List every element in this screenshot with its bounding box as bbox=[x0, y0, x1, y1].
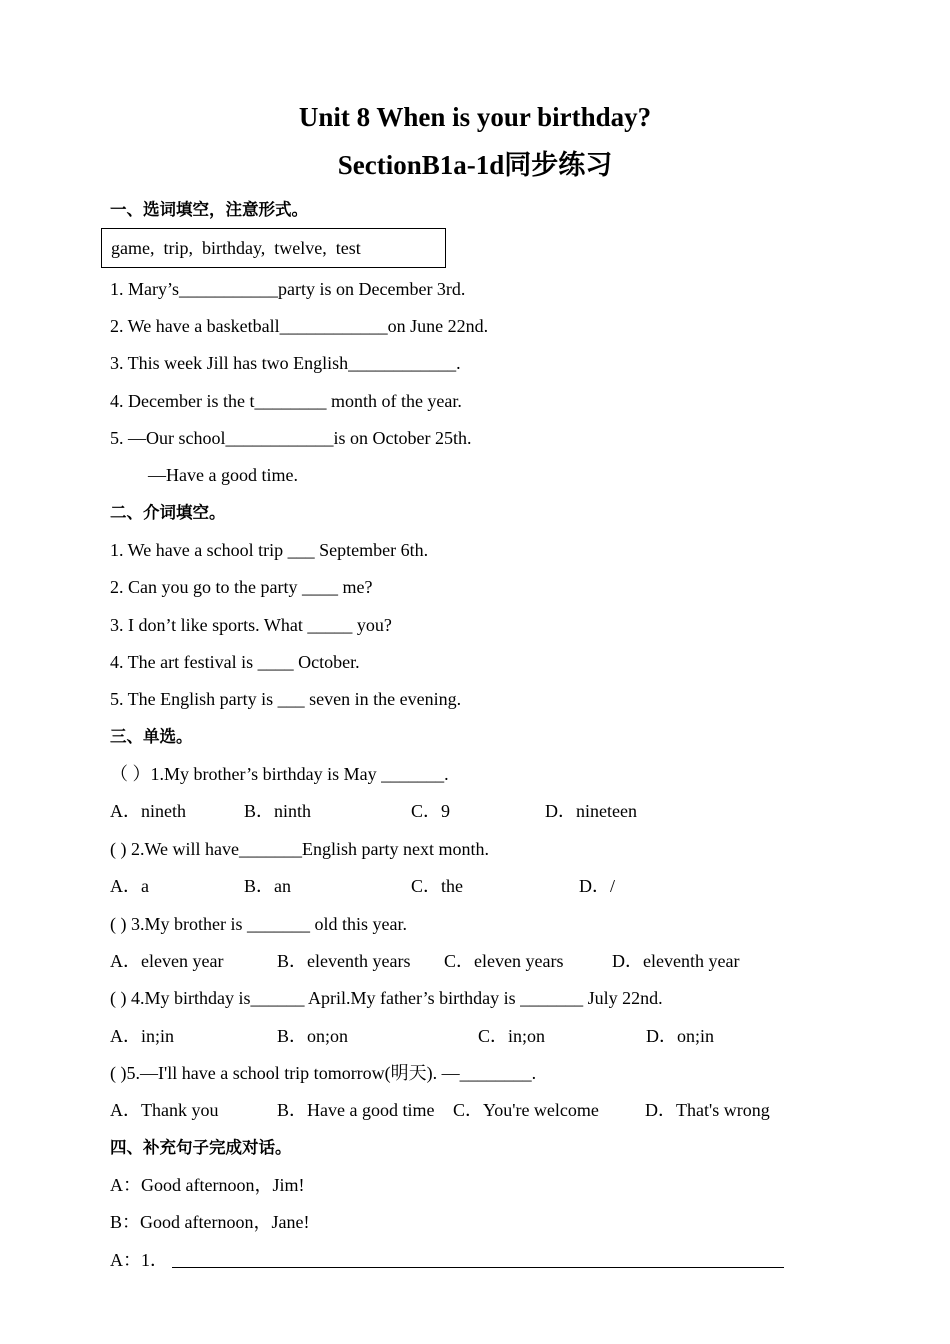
s1-item-2: 2. We have a basketball____________on June 22nd. bbox=[110, 316, 489, 336]
dialogue-line-1: A：Good afternoon，Jim! bbox=[110, 1175, 305, 1195]
q2-option-b: B．an bbox=[244, 876, 291, 896]
q2-option-d: D．/ bbox=[579, 876, 615, 896]
q5-option-d: D．That's wrong bbox=[645, 1100, 770, 1120]
s2-item-5: 5. The English party is ___ seven in the evening. bbox=[110, 689, 462, 709]
s1-item-3: 3. This week Jill has two English____________. bbox=[110, 353, 461, 373]
q1-option-a: A．nineth bbox=[110, 801, 186, 821]
q4-option-a: A．in;in bbox=[110, 1026, 175, 1046]
q1-option-c: C．9 bbox=[411, 801, 451, 821]
q4-option-c: C．in;on bbox=[478, 1026, 546, 1046]
page-title: Unit 8 When is your birthday? bbox=[298, 102, 652, 132]
s2-item-2: 2. Can you go to the party ____ me? bbox=[110, 577, 373, 597]
word-box bbox=[101, 228, 446, 268]
s2-item-3: 3. I don’t like sports. What _____ you? bbox=[110, 615, 392, 635]
q4-option-d: D．on;in bbox=[646, 1026, 715, 1046]
q5-stem: ( )5.—I'll have a school trip tomorrow(明天). —________. bbox=[110, 1063, 537, 1083]
q5-option-c: C．You're welcome bbox=[453, 1100, 599, 1120]
word-box-text: game, trip, birthday, twelve, test bbox=[111, 238, 361, 258]
page-subtitle: SectionB1a-1d同步练习 bbox=[337, 150, 613, 180]
q3-stem: ( ) 3.My brother is _______ old this year. bbox=[110, 914, 407, 934]
q2-option-c: C．the bbox=[411, 876, 463, 896]
q1-option-d: D．nineteen bbox=[545, 801, 637, 821]
section2-heading: 二、介词填空。 bbox=[110, 503, 226, 522]
q3-option-b: B．eleventh years bbox=[277, 951, 411, 971]
answer-blank-line[interactable] bbox=[172, 1267, 784, 1268]
s1-item-5-reply: —Have a good time. bbox=[148, 465, 298, 485]
s2-item-4: 4. The art festival is ____ October. bbox=[110, 652, 360, 672]
q4-option-b: B．on;on bbox=[277, 1026, 349, 1046]
s1-item-1: 1. Mary’s___________party is on December 3rd. bbox=[110, 279, 466, 299]
q1-option-b: B．ninth bbox=[244, 801, 312, 821]
q5-option-a: A．Thank you bbox=[110, 1100, 219, 1120]
q2-option-a: A．a bbox=[110, 876, 149, 896]
q4-stem: ( ) 4.My birthday is______ April.My father’s birthday is _______ July 22nd. bbox=[110, 988, 663, 1008]
q3-option-d: D．eleventh year bbox=[612, 951, 740, 971]
dialogue-line-2: B：Good afternoon，Jane! bbox=[110, 1212, 310, 1232]
dialogue-line-3: A：1． bbox=[110, 1250, 168, 1270]
q3-option-a: A．eleven year bbox=[110, 951, 224, 971]
section4-heading: 四、补充句子完成对话。 bbox=[110, 1138, 292, 1157]
q3-option-c: C．eleven years bbox=[444, 951, 564, 971]
q2-stem: ( ) 2.We will have_______English party next month. bbox=[110, 839, 489, 859]
s1-item-5: 5. —Our school____________is on October 25th. bbox=[110, 428, 472, 448]
q5-option-b: B．Have a good time bbox=[277, 1100, 435, 1120]
q1-stem: （ ）1.My brother’s birthday is May _______. bbox=[110, 764, 449, 784]
s1-item-4: 4. December is the t________ month of the year. bbox=[110, 391, 462, 411]
s2-item-1: 1. We have a school trip ___ September 6th. bbox=[110, 540, 429, 560]
section3-heading: 三、单选。 bbox=[110, 727, 193, 746]
section1-heading: 一、选词填空，注意形式。 bbox=[110, 200, 308, 219]
